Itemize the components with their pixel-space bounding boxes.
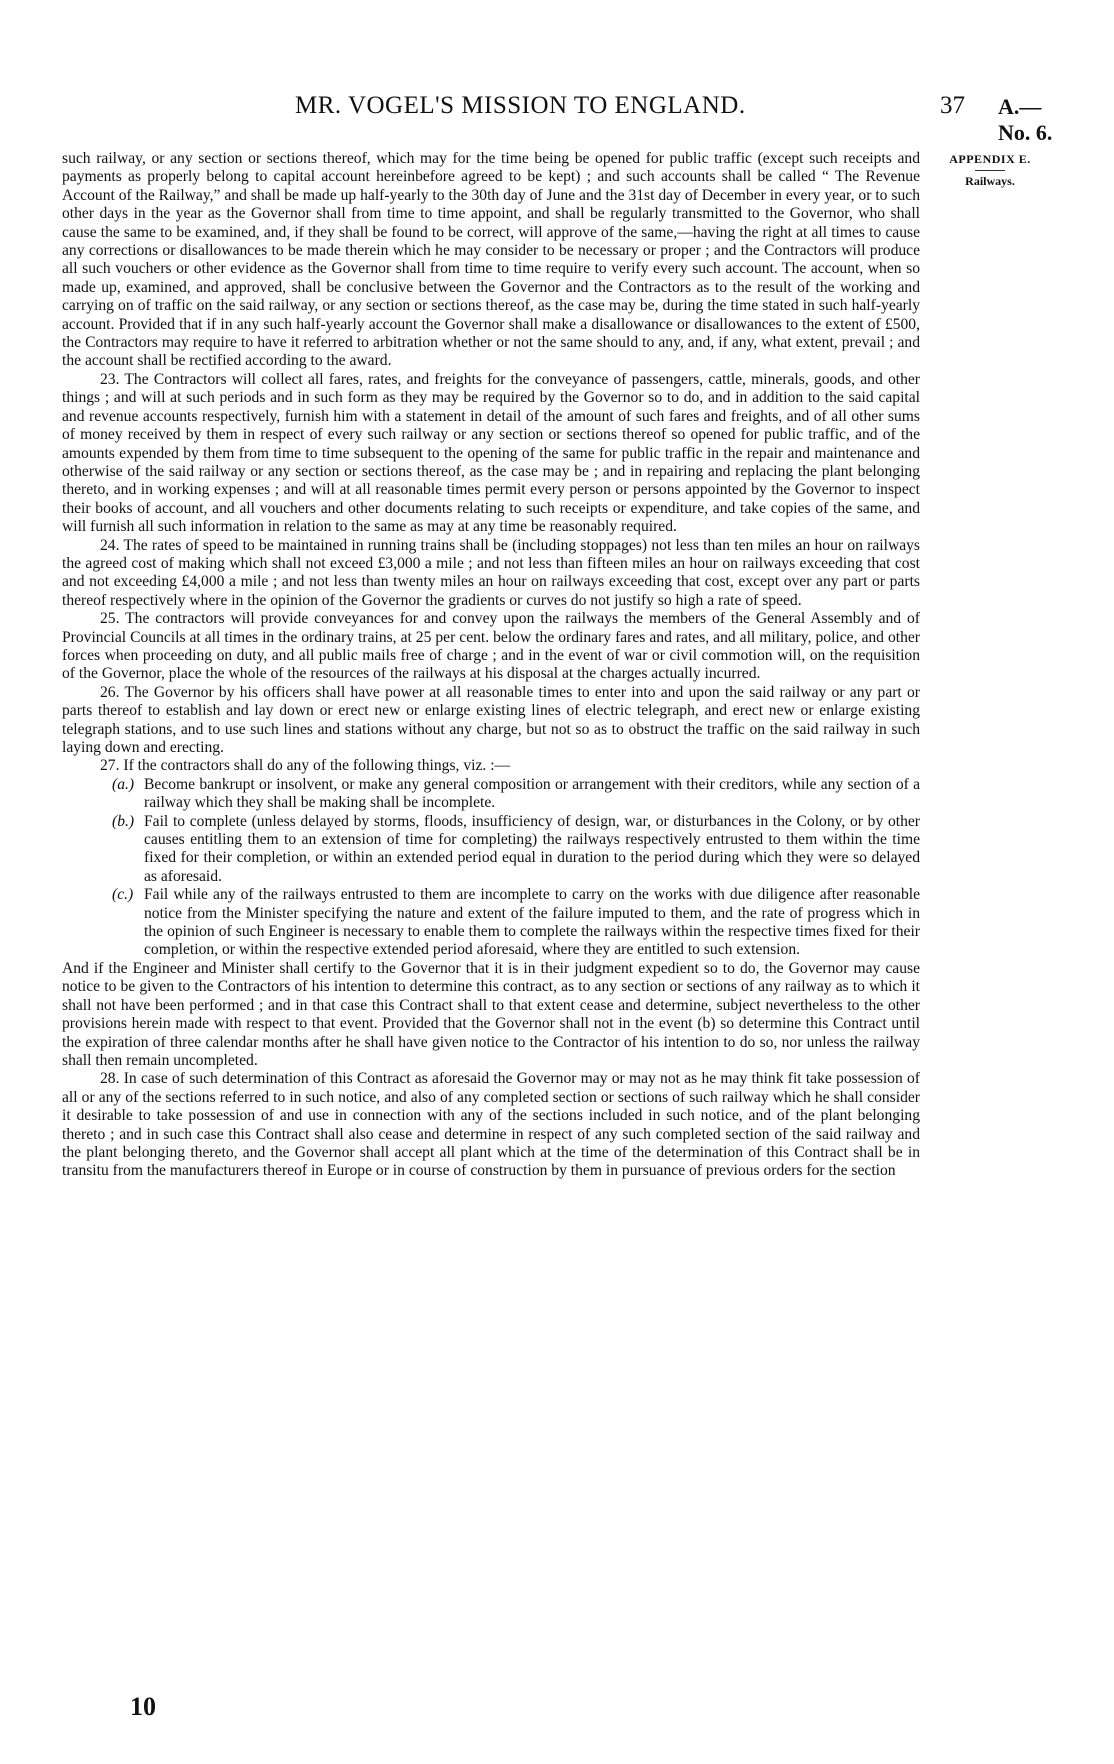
margin-rule [975,170,1005,171]
clause-27-a [112,775,920,813]
paper-reference: A.—No. 6. [998,94,1053,145]
page-header [60,92,1060,145]
sub-label-a: (a.) [112,775,135,793]
running-title: MR. VOGEL'S MISSION TO ENGLAND. [295,92,746,119]
signature-mark: 10 [130,1692,156,1721]
sub-text-a: Become bankrupt or insolvent, or make any general composition or arrangement with their creditors, while any section of a railway which they shall be making shall be incomplete. [144,775,920,812]
sub-text-c: Fail while any of the railways entrusted to them are incomplete to carry on the works with due diligence after reasonable notice from the Minister specifying the nature and extent of the failure imputed to them, and the rate of progress which in the opinion of such Engineer is necessary to enable them to complete the railways within the respective times fixed for their completion, or within the respective extended period aforesaid, where they are entitled to such extension. [144,886,920,959]
paragraph-continued: such railway, or any section or sections thereof, which may for the time being be opened for public traffic (except such receipts and payments as properly belong to capital account hereinbefore agreed to be kept) ; and such accounts shall be called “ The Revenue Account of the Railway,” and shall be made up half-yearly to the 30th day of June and the 31st day of December in every year, or to such other days in the year as the Governor shall from time to time appoint, and shall be regularly transmitted to the Governor, who shall cause the same to be examined, and, if they shall be found to be correct, will approve of the same,—having the right at all times to cause any corrections or disallowances to be made therein which he may consider to be necessary or proper ; and the Contractors will produce all such vouchers or other evidence as the Governor shall from time to time require to verify every such account. The account, when so made up, examined, and approved, shall be conclusive between the Governor and the Contractors as to the result of the working and carrying on of traffic on the said railway, or any section or sections thereof, as the case may be, during the time stated in such half-yearly account. Provided that if in any such half-yearly account the Governor shall make a disallowance or disallowances to the extent of £500, the Contractors may require to have it referred to arbitration whether or not the same should to any, and, if any, what extent, prevail ; and the account shall be rectified according to the award. [62,150,920,370]
clause-23: 23. The Contractors will collect all fares, rates, and freights for the conveyance of passengers, cattle, minerals, goods, and other things ; and will at such periods and in such form as they may be required by the Governor so to do, and in addition to the said capital and revenue accounts respectively, furnish him with a statement in detail of the amount of such fares and freights, and of all other sums of money received by them in respect of every such railway or any section or sections thereof so opened for public traffic, and of the amounts expended by them from time to time subsequent to the opening of the same for public traffic in the repair and maintenance and otherwise of the said railway or any section or sections thereof, as the case may be ; and in repairing and replacing the plant belonging thereto, and in working expenses ; and will at all reasonable times permit every person or persons appointed by the Governor to inspect their books of account, and all vouchers and other documents relating to such receipts or expenditure, and take copies of the same, and will furnish all such information in relation to the same as may at any time be reasonably required. [62,370,920,536]
clause-27-c [112,886,920,960]
clause-28: 28. In case of such determination of this Contract as aforesaid the Governor may or may not as he may think fit take possession of all or any of the sections referred to in such notice, and also of any completed section or sections of such railway which he shall consider it desirable to take possession of and use in connection with any of the sections included in such notice, and of the plant belonging thereto ; and in such case this Contract shall also cease and determine in respect of any such completed section of the said railway and the plant belonging thereto, and the Governor shall accept all plant which at the time of the determination of this Contract shall be in transitu from the manufacturers thereof in Europe or in course of construction by them in pursuance of previous orders for the section [62,1070,920,1180]
clause-27-tail: And if the Engineer and Minister shall certify to the Governor that it is in their judgment expedient so to do, the Governor may cause notice to be given to the Contractors of his intention to determine this contract, as to any section or sections of any railway as to which it shall not have been performed ; and in that case this Contract shall to that extent cease and determine, subject nevertheless to the other provisions herein made with respect to that event. Provided that the Governor shall not in the event (b) so determine this Contract until the expiration of three calendar months after he shall have given notice to the Contractor of his intention to do so, nor unless the railway shall then remain uncompleted. [62,959,920,1069]
margin-appendix: APPENDIX E. [949,152,1031,166]
margin-note [935,152,1045,189]
clause-27-b [112,812,920,887]
clause-26: 26. The Governor by his officers shall have power at all reasonable times to enter into and upon the said railway or any part or parts thereof to establish and lay down or erect new or enlarge existing lines of electric telegraph, and erect new or enlarge existing telegraph stations, and to use such lines and stations without any charge, but not so as to obstruct the traffic on the said railway in such laying down and erecting. [62,683,920,756]
margin-section: Railways. [965,174,1015,188]
clause-25: 25. The contractors will provide conveyances for and convey upon the railways the members of the General Assembly and of Provincial Councils at all times in the ordinary trains, at 25 per cent. below the ordinary fares and rates, and all military, police, and other forces when proceeding on duty, and all public mails free of charge ; and in the event of war or civil commotion will, on the requisition of the Governor, place the whole of the resources of the railways at his disposal at the charges actually incurred. [62,610,920,683]
clause-24: 24. The rates of speed to be maintained in running trains shall be (including stoppages) not less than ten miles an hour on railways the agreed cost of making which shall not exceed £3,000 a mile ; and not less than fifteen miles an hour on railways exceeding that cost and not exceeding £4,000 a mile ; and not less than twenty miles an hour on railways exceeding that cost, except over any part or parts thereof respectively where in the opinion of the Governor the gradients or curves do not justify so high a rate of speed. [62,536,920,609]
sub-label-b: (b.) [112,812,135,830]
document-body [62,150,920,1181]
sub-text-b: Fail to complete (unless delayed by storms, floods, insufficiency of design, war, or disturbances in the Colony, or by other causes entitling them to an extension of time for completing) the railways respectively entrusted to them within the time fixed for their completion, or within an extended period equal in duration to the period during which they were so delayed as aforesaid. [144,812,920,885]
clause-27: 27. If the contractors shall do any of the following things, viz. :— [100,757,511,775]
sub-label-c: (c.) [112,886,134,904]
page-number: 37 [940,92,965,119]
